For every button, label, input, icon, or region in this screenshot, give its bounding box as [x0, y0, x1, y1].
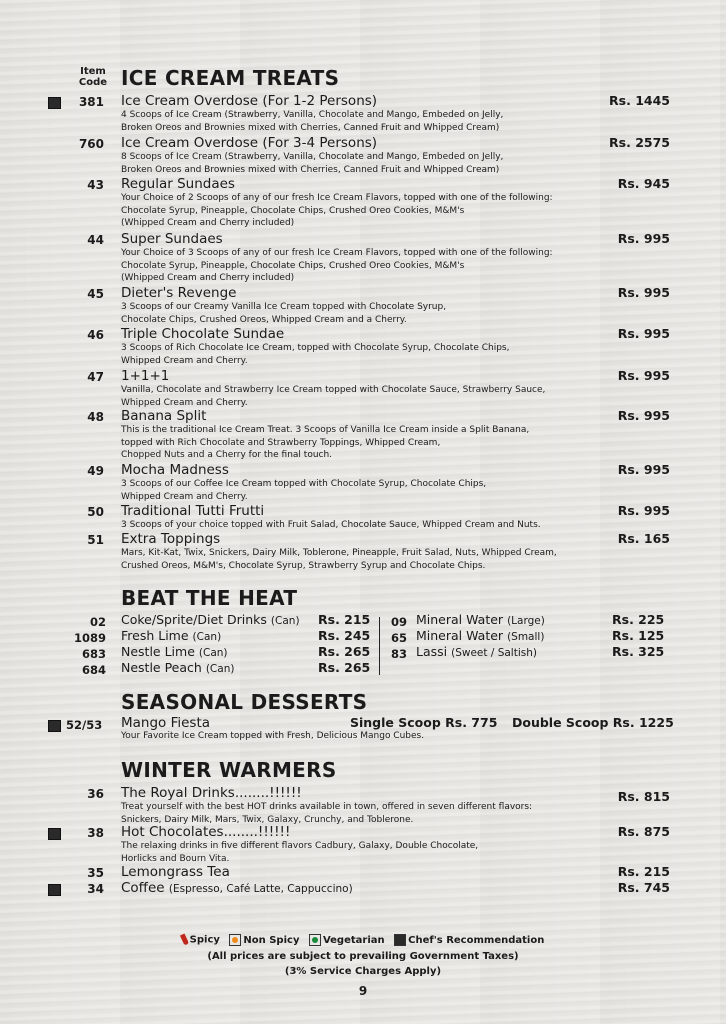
item-name: Triple Chocolate Sundae [121, 326, 285, 342]
item-price: Rs. 1445 [609, 93, 670, 108]
item-name: Coke/Sprite/Diet Drinks (Can) [121, 612, 300, 627]
item-name: Ice Cream Overdose (For 1-2 Persons) [121, 93, 378, 109]
chef-recommendation-icon [394, 934, 406, 946]
item-description: 3 Scoops of our Coffee Ice Cream topped with Chocolate Syrup, Chocolate Chips, Whipped Cream and Cherry. [121, 479, 487, 502]
item-code: 83 [390, 647, 407, 661]
legend-chef-recommendation: Chef's Recommendation [394, 934, 544, 946]
item-name: Mango Fiesta [121, 715, 211, 731]
item-code: 46 [87, 328, 104, 342]
item-description: 8 Scoops of Ice Cream (Strawberry, Vanilla, Chocolate and Mango, Embeded on Jelly, Broken Oreos and Brownies mixed with Cherries, Canned Fruit and Whipped Cream) [121, 152, 504, 175]
item-name: Traditional Tutti Frutti [121, 503, 265, 519]
item-name: Regular Sundaes [121, 176, 235, 192]
tax-note: (All prices are subject to prevailing Government Taxes) [207, 951, 519, 962]
item-code: 47 [87, 370, 104, 384]
item-code: 38 [87, 826, 104, 840]
item-price: Rs. 815 [617, 789, 670, 804]
legend-spicy: Spicy [182, 934, 220, 946]
item-description: 4 Scoops of Ice Cream (Strawberry, Vanilla, Chocolate and Mango, Embeded on Jelly, Broken Oreos and Brownies mixed with Cherries, Canned Fruit and Whipped Cream) [121, 110, 504, 133]
single-scoop-price: Single Scoop Rs. 775 [350, 715, 498, 730]
item-price: Rs. 995 [617, 285, 670, 300]
item-code: 381 [78, 95, 104, 109]
double-scoop-price: Double Scoop Rs. 1225 [512, 715, 674, 730]
item-code: 50 [87, 505, 104, 519]
item-price: Rs. 215 [318, 612, 371, 627]
item-description: 3 Scoops of Rich Chocolate Ice Cream, topped with Chocolate Syrup, Chocolate Chips, Whipped Cream and Cherry. [121, 343, 510, 366]
item-code: 35 [87, 866, 104, 880]
item-name: Banana Split [121, 408, 207, 424]
service-charge-note: (3% Service Charges Apply) [284, 966, 442, 977]
item-name: Ice Cream Overdose (For 3-4 Persons) [121, 135, 378, 151]
item-price: Rs. 325 [612, 644, 665, 659]
page-number: 9 [358, 984, 368, 998]
item-description: Your Choice of 3 Scoops of any of our fresh Ice Cream Flavors, topped with one of the following: Chocolate Syrup, Pineapple, Chocolate Chips, Crushed Oreo Cookies, M&M's (Whipped Cream and Cherry included) [121, 248, 553, 283]
item-description: The relaxing drinks in five different flavors Cadbury, Galaxy, Double Chocolate, Horlicks and Bourn Vita. [121, 841, 479, 864]
item-description: This is the traditional Ice Cream Treat. 3 Scoops of Vanilla Ice Cream inside a Split Banana, topped with Rich Chocolate and Strawberry Toppings, Whipped Cream, Chopped Nuts and a Cherry for the final touch. [121, 425, 530, 460]
item-code: 65 [390, 631, 407, 645]
section-title-winter-warmers: WINTER WARMERS [121, 758, 337, 782]
item-description: Treat yourself with the best HOT drinks available in town, offered in seven different flavors: Snickers, Dairy Milk, Mars, Twix, Galaxy, Crunchy, and Toblerone. [121, 802, 533, 825]
chef-recommendation-icon [48, 97, 61, 109]
item-name: Extra Toppings [121, 531, 221, 547]
item-code: 44 [87, 233, 104, 247]
item-name: Super Sundaes [121, 231, 223, 247]
item-code-header: Item Code [78, 66, 108, 88]
item-price: Rs. 995 [617, 231, 670, 246]
chef-recommendation-icon [48, 884, 61, 896]
legend-vegetarian: Vegetarian [309, 934, 385, 946]
section-title-ice-cream: ICE CREAM TREATS [121, 66, 340, 90]
vegetarian-icon [309, 934, 321, 946]
chef-recommendation-icon [48, 720, 61, 732]
item-price: Rs. 165 [617, 531, 670, 546]
item-description: Vanilla, Chocolate and Strawberry Ice Cream topped with Chocolate Sauce, Strawberry Sauce, Whipped Cream and Cherry. [121, 385, 546, 408]
item-name: Lemongrass Tea [121, 864, 230, 880]
item-price: Rs. 265 [318, 660, 371, 675]
item-name: Nestle Lime (Can) [121, 644, 228, 659]
item-name: Mocha Madness [121, 462, 229, 478]
item-description: 3 Scoops of our Creamy Vanilla Ice Cream topped with Chocolate Syrup, Chocolate Chips, Crushed Oreos, Whipped Cream and a Cherry. [121, 302, 447, 325]
item-code: 02 [89, 615, 106, 629]
non-spicy-icon [229, 934, 241, 946]
item-description: 3 Scoops of your choice topped with Fruit Salad, Chocolate Sauce, Whipped Cream and Nuts. [121, 520, 541, 530]
item-price: Rs. 2575 [609, 135, 670, 150]
item-price: Rs. 995 [617, 462, 670, 477]
item-name: 1+1+1 [121, 368, 170, 384]
item-description: Your Favorite Ice Cream topped with Fresh, Delicious Mango Cubes. [121, 731, 425, 741]
item-code: 48 [87, 410, 104, 424]
item-price: Rs. 745 [617, 880, 670, 895]
item-price: Rs. 265 [318, 644, 371, 659]
item-name: Nestle Peach (Can) [121, 660, 235, 675]
item-name: Mineral Water (Small) [416, 628, 545, 643]
item-code: 683 [81, 647, 106, 661]
item-code: 51 [87, 533, 104, 547]
item-code: 760 [78, 137, 104, 151]
item-code: 1089 [73, 631, 106, 645]
item-name: Mineral Water (Large) [416, 612, 545, 627]
item-price: Rs. 225 [612, 612, 665, 627]
legend-non-spicy: Non Spicy [229, 934, 299, 946]
chef-recommendation-icon [48, 828, 61, 840]
legend [0, 934, 726, 946]
item-name: The Royal Drinks........!!!!!! [121, 785, 302, 801]
item-name: Coffee (Espresso, Café Latte, Cappuccino) [121, 880, 353, 896]
item-code: 43 [87, 178, 104, 192]
item-price: Rs. 245 [318, 628, 371, 643]
item-code: 52/53 [66, 718, 103, 732]
item-price: Rs. 995 [617, 503, 670, 518]
item-price: Rs. 995 [617, 408, 670, 423]
item-price: Rs. 995 [617, 326, 670, 341]
item-name: Dieter's Revenge [121, 285, 237, 301]
section-title-beat-the-heat: BEAT THE HEAT [121, 586, 298, 610]
chili-icon [180, 934, 189, 946]
item-code: 49 [87, 464, 104, 478]
item-code: 34 [87, 882, 104, 896]
section-title-seasonal-desserts: SEASONAL DESSERTS [121, 690, 368, 714]
item-price: Rs. 945 [617, 176, 670, 191]
item-name: Fresh Lime (Can) [121, 628, 222, 643]
item-price: Rs. 995 [617, 368, 670, 383]
item-price: Rs. 875 [617, 824, 670, 839]
item-name: Hot Chocolates........!!!!!! [121, 824, 291, 840]
item-description: Your Choice of 2 Scoops of any of our fresh Ice Cream Flavors, topped with one of the following: Chocolate Syrup, Pineapple, Chocolate Chips, Crushed Oreo Cookies, M&M's (Whipped Cream and Cherry included) [121, 193, 553, 228]
item-code: 684 [81, 663, 106, 677]
item-name: Lassi (Sweet / Saltish) [416, 644, 537, 659]
item-price: Rs. 215 [617, 864, 670, 879]
item-price: Rs. 125 [612, 628, 665, 643]
item-code: 36 [87, 787, 104, 801]
item-description: Mars, Kit-Kat, Twix, Snickers, Dairy Milk, Toblerone, Pineapple, Fruit Salad, Nuts, Whipped Cream, Crushed Oreos, M&M's, Chocolate Syrup, Strawberry Syrup and Chocolate Chips. [121, 548, 557, 571]
item-code: 45 [87, 287, 104, 301]
item-code: 09 [390, 615, 407, 629]
